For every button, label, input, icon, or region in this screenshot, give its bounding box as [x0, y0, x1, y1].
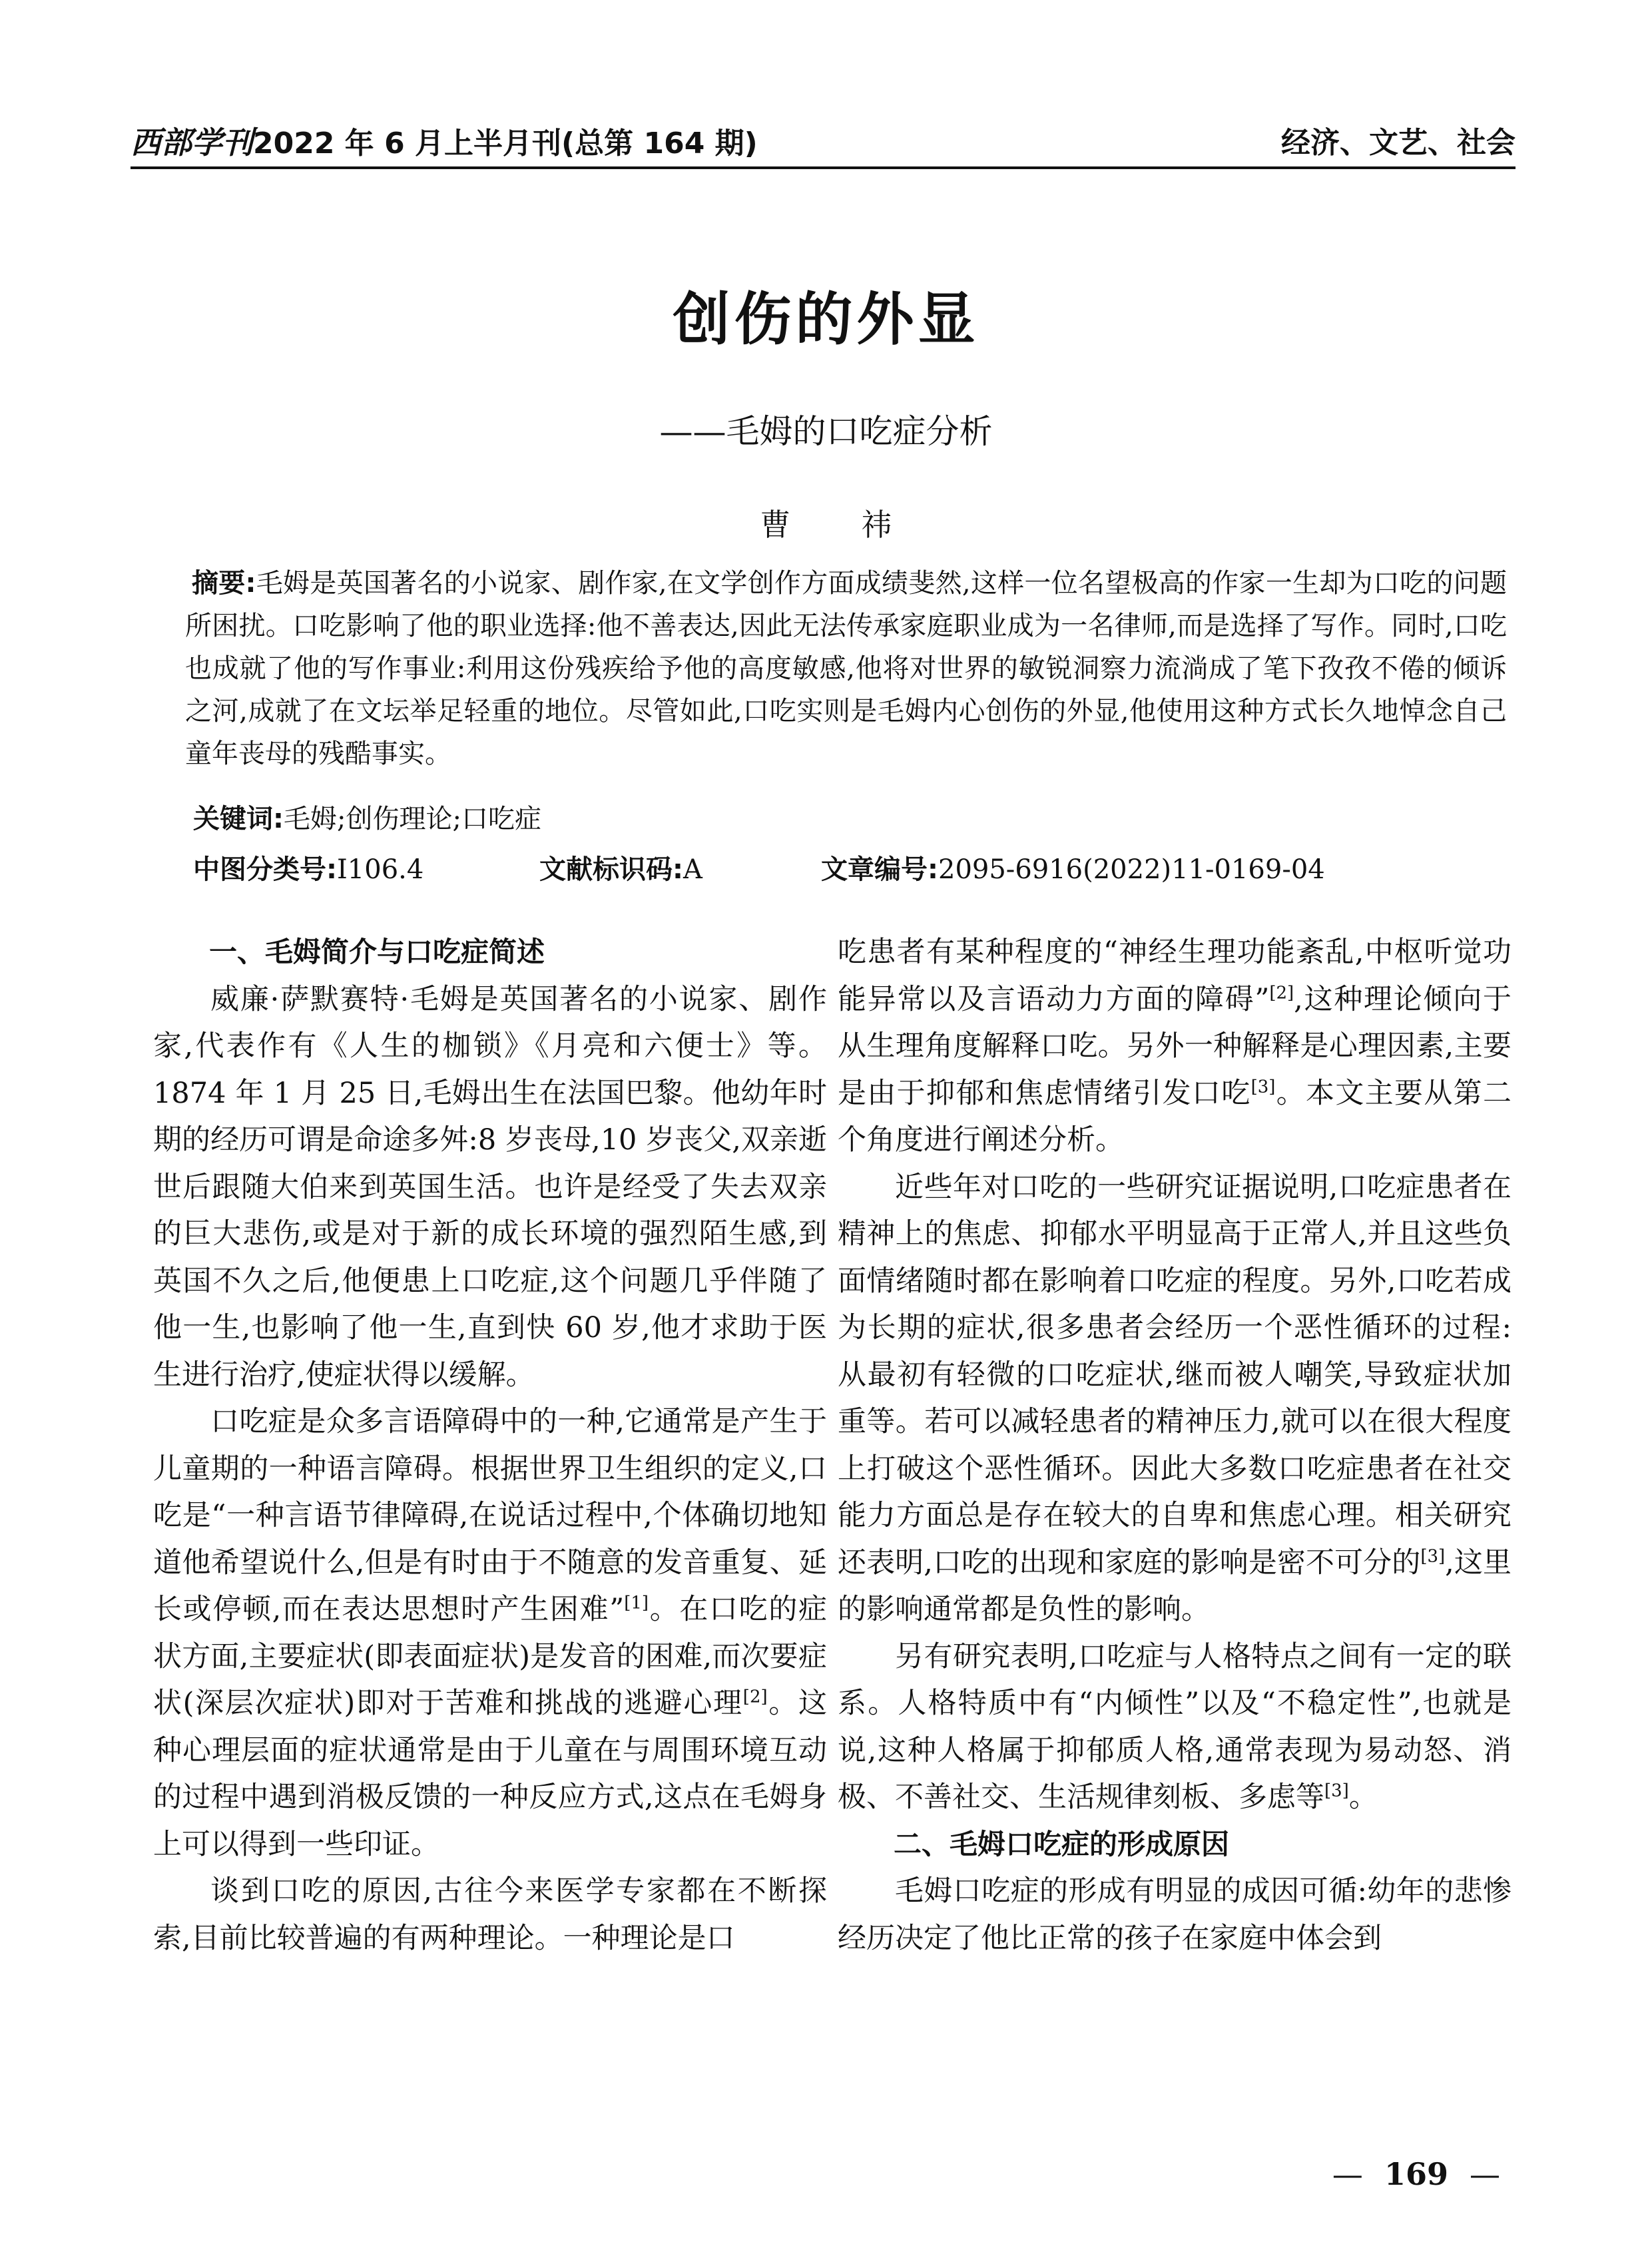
paragraph-text: 。这种心理层面的症状通常是由于儿童在与周围环境互动的过程中遇到消极反馈的一种反应方式,这点在毛姆身上可以得到一些印证。 — [153, 1687, 827, 1861]
paragraph — [838, 1633, 1512, 1821]
citation: [1] — [624, 1593, 649, 1613]
paragraph — [153, 1398, 827, 1868]
body-column-right — [838, 929, 1512, 1962]
paragraph-text: ,这种理论倾向于从生理角度解释口吃。另外一种解释是心理因素,主要是由于抑郁和焦虑情绪引发口吃 — [838, 982, 1512, 1110]
journal-logo: 西部学刊 — [131, 125, 253, 160]
keywords-text: 毛姆;创伤理论;口吃症 — [284, 804, 541, 834]
article-author: 曹 祎 — [760, 507, 923, 543]
paragraph — [838, 929, 1512, 1164]
journal-issue-header — [131, 119, 758, 162]
article-title: 创伤的外显 — [673, 286, 979, 353]
paragraph-text: 口吃症是众多言语障碍中的一种,它通常是产生于儿童期的一种语言障碍。根据世界卫生组织的定义,口吃是“一种言语节律障碍,在说话过程中,个体确切地知道他希望说什么,但是有时由于不随意的发音重复、延长或停顿,而在表达思想时产生困难” — [153, 1405, 827, 1626]
paragraph: 威廉·萨默赛特·毛姆是英国著名的小说家、剧作家,代表作有《人生的枷锁》《月亮和六便士》等。1874 年 1 月 25 日,毛姆出生在法国巴黎。他幼年时期的经历可谓是命途多舛:8 岁丧母,10 岁丧父,双亲逝世后跟随大伯来到英国生活。也许是经受了失去双亲的巨大悲伤,或是对于新的成长环境的强烈陌生感,到英国不久之后,他便患上口吃症,这个问题几乎伴随了他一生,也影响了他一生,直到快 60 岁,他才求助于医生进行治疗,使症状得以缓解。 — [153, 982, 827, 1392]
body-column-left — [153, 929, 827, 1962]
article-no-value: 2095-6916(2022)11-0169-04 — [938, 854, 1325, 885]
citation: [3] — [1250, 1077, 1276, 1097]
article-subtitle: ——毛姆的口吃症分析 — [659, 412, 993, 451]
clc-label: 中图分类号: — [193, 854, 337, 885]
paragraph-text: ,这里的影响通常都是负性的影响。 — [838, 1545, 1512, 1626]
paragraph-text: 吃患者有某种程度的“神经生理功能紊乱,中枢听觉功能异常以及言语动力方面的障碍” — [838, 936, 1512, 1016]
clc-number — [193, 848, 423, 886]
citation: [3] — [1324, 1781, 1349, 1801]
page-number — [0, 2156, 1652, 2192]
article-no-label: 文章编号: — [821, 854, 938, 885]
paragraph — [838, 1164, 1512, 1633]
issue-label: 2022 年 6 月上半月刊(总第 164 期) — [253, 127, 758, 160]
page-dash: — — [1332, 2156, 1363, 2192]
abstract — [185, 562, 1507, 775]
section-heading: 一、毛姆简介与口吃症简述 — [209, 936, 545, 968]
keywords — [193, 798, 541, 836]
paragraph-text: 另有研究表明,口吃症与人格特点之间有一定的联系。人格特质中有“内倾性”以及“不稳定性”,也就是说,这种人格属于抑郁质人格,通常表现为易动怒、消极、不善社交、生活规律刻板、多虑等 — [838, 1639, 1512, 1814]
article-number — [821, 848, 1325, 886]
paragraph-text: 。 — [1348, 1781, 1378, 1814]
page-dash: — — [1470, 2156, 1500, 2192]
document-code — [539, 848, 702, 886]
doc-code-label: 文献标识码: — [539, 854, 683, 885]
abstract-label: 摘要: — [192, 568, 256, 599]
section-label: 经济、文艺、社会 — [1281, 126, 1515, 160]
paragraph-text: 。本文主要从第二个角度进行阐述分析。 — [838, 1076, 1512, 1157]
doc-code-value: A — [683, 854, 702, 885]
paragraph-text: 。在口吃的症状方面,主要症状(即表面症状)是发音的困难,而次要症状(深层次症状)即对于苦难和挑战的逃避心理 — [153, 1593, 828, 1720]
citation: [3] — [1420, 1546, 1446, 1567]
citation: [2] — [1269, 983, 1294, 1003]
paragraph-text: 近些年对口吃的一些研究证据说明,口吃症患者在精神上的焦虑、抑郁水平明显高于正常人,并且这些负面情绪随时都在影响着口吃症的程度。另外,口吃若成为长期的症状,很多患者会经历一个恶性循环的过程:从最初有轻微的口吃症状,继而被人嘲笑,导致症状加重等。若可以减轻患者的精神压力,就可以在很大程度上打破这个恶性循环。因此大多数口吃症患者在社交能力方面总是存在较大的自卑和焦虑心理。相关研究还表明,口吃的出现和家庭的影响是密不可分的 — [838, 1170, 1512, 1579]
clc-value: I106.4 — [337, 854, 424, 885]
keywords-label: 关键词: — [193, 804, 284, 834]
page-number-value: 169 — [1384, 2156, 1448, 2192]
citation: [2] — [742, 1687, 768, 1707]
paragraph: 谈到口吃的原因,古往今来医学专家都在不断探索,目前比较普遍的有两种理论。一种理论是口 — [153, 1874, 827, 1955]
header-divider — [131, 166, 1515, 169]
section-heading: 二、毛姆口吃症的形成原因 — [894, 1827, 1230, 1860]
paragraph: 毛姆口吃症的形成有明显的成因可循:幼年的悲惨经历决定了他比正常的孩子在家庭中体会到 — [838, 1874, 1512, 1955]
abstract-text: 毛姆是英国著名的小说家、剧作家,在文学创作方面成绩斐然,这样一位名望极高的作家一生却为口吃的问题所困扰。口吃影响了他的职业选择:他不善表达,因此无法传承家庭职业成为一名律师,而是选择了写作。同时,口吃也成就了他的写作事业:利用这份残疾给予他的高度敏感,他将对世界的敏锐洞察力流淌成了笔下孜孜不倦的倾诉之河,成就了在文坛举足轻重的地位。尽管如此,口吃实则是毛姆内心创伤的外显,他使用这种方式长久地悼念自己童年丧母的残酷事实。 — [185, 568, 1507, 769]
